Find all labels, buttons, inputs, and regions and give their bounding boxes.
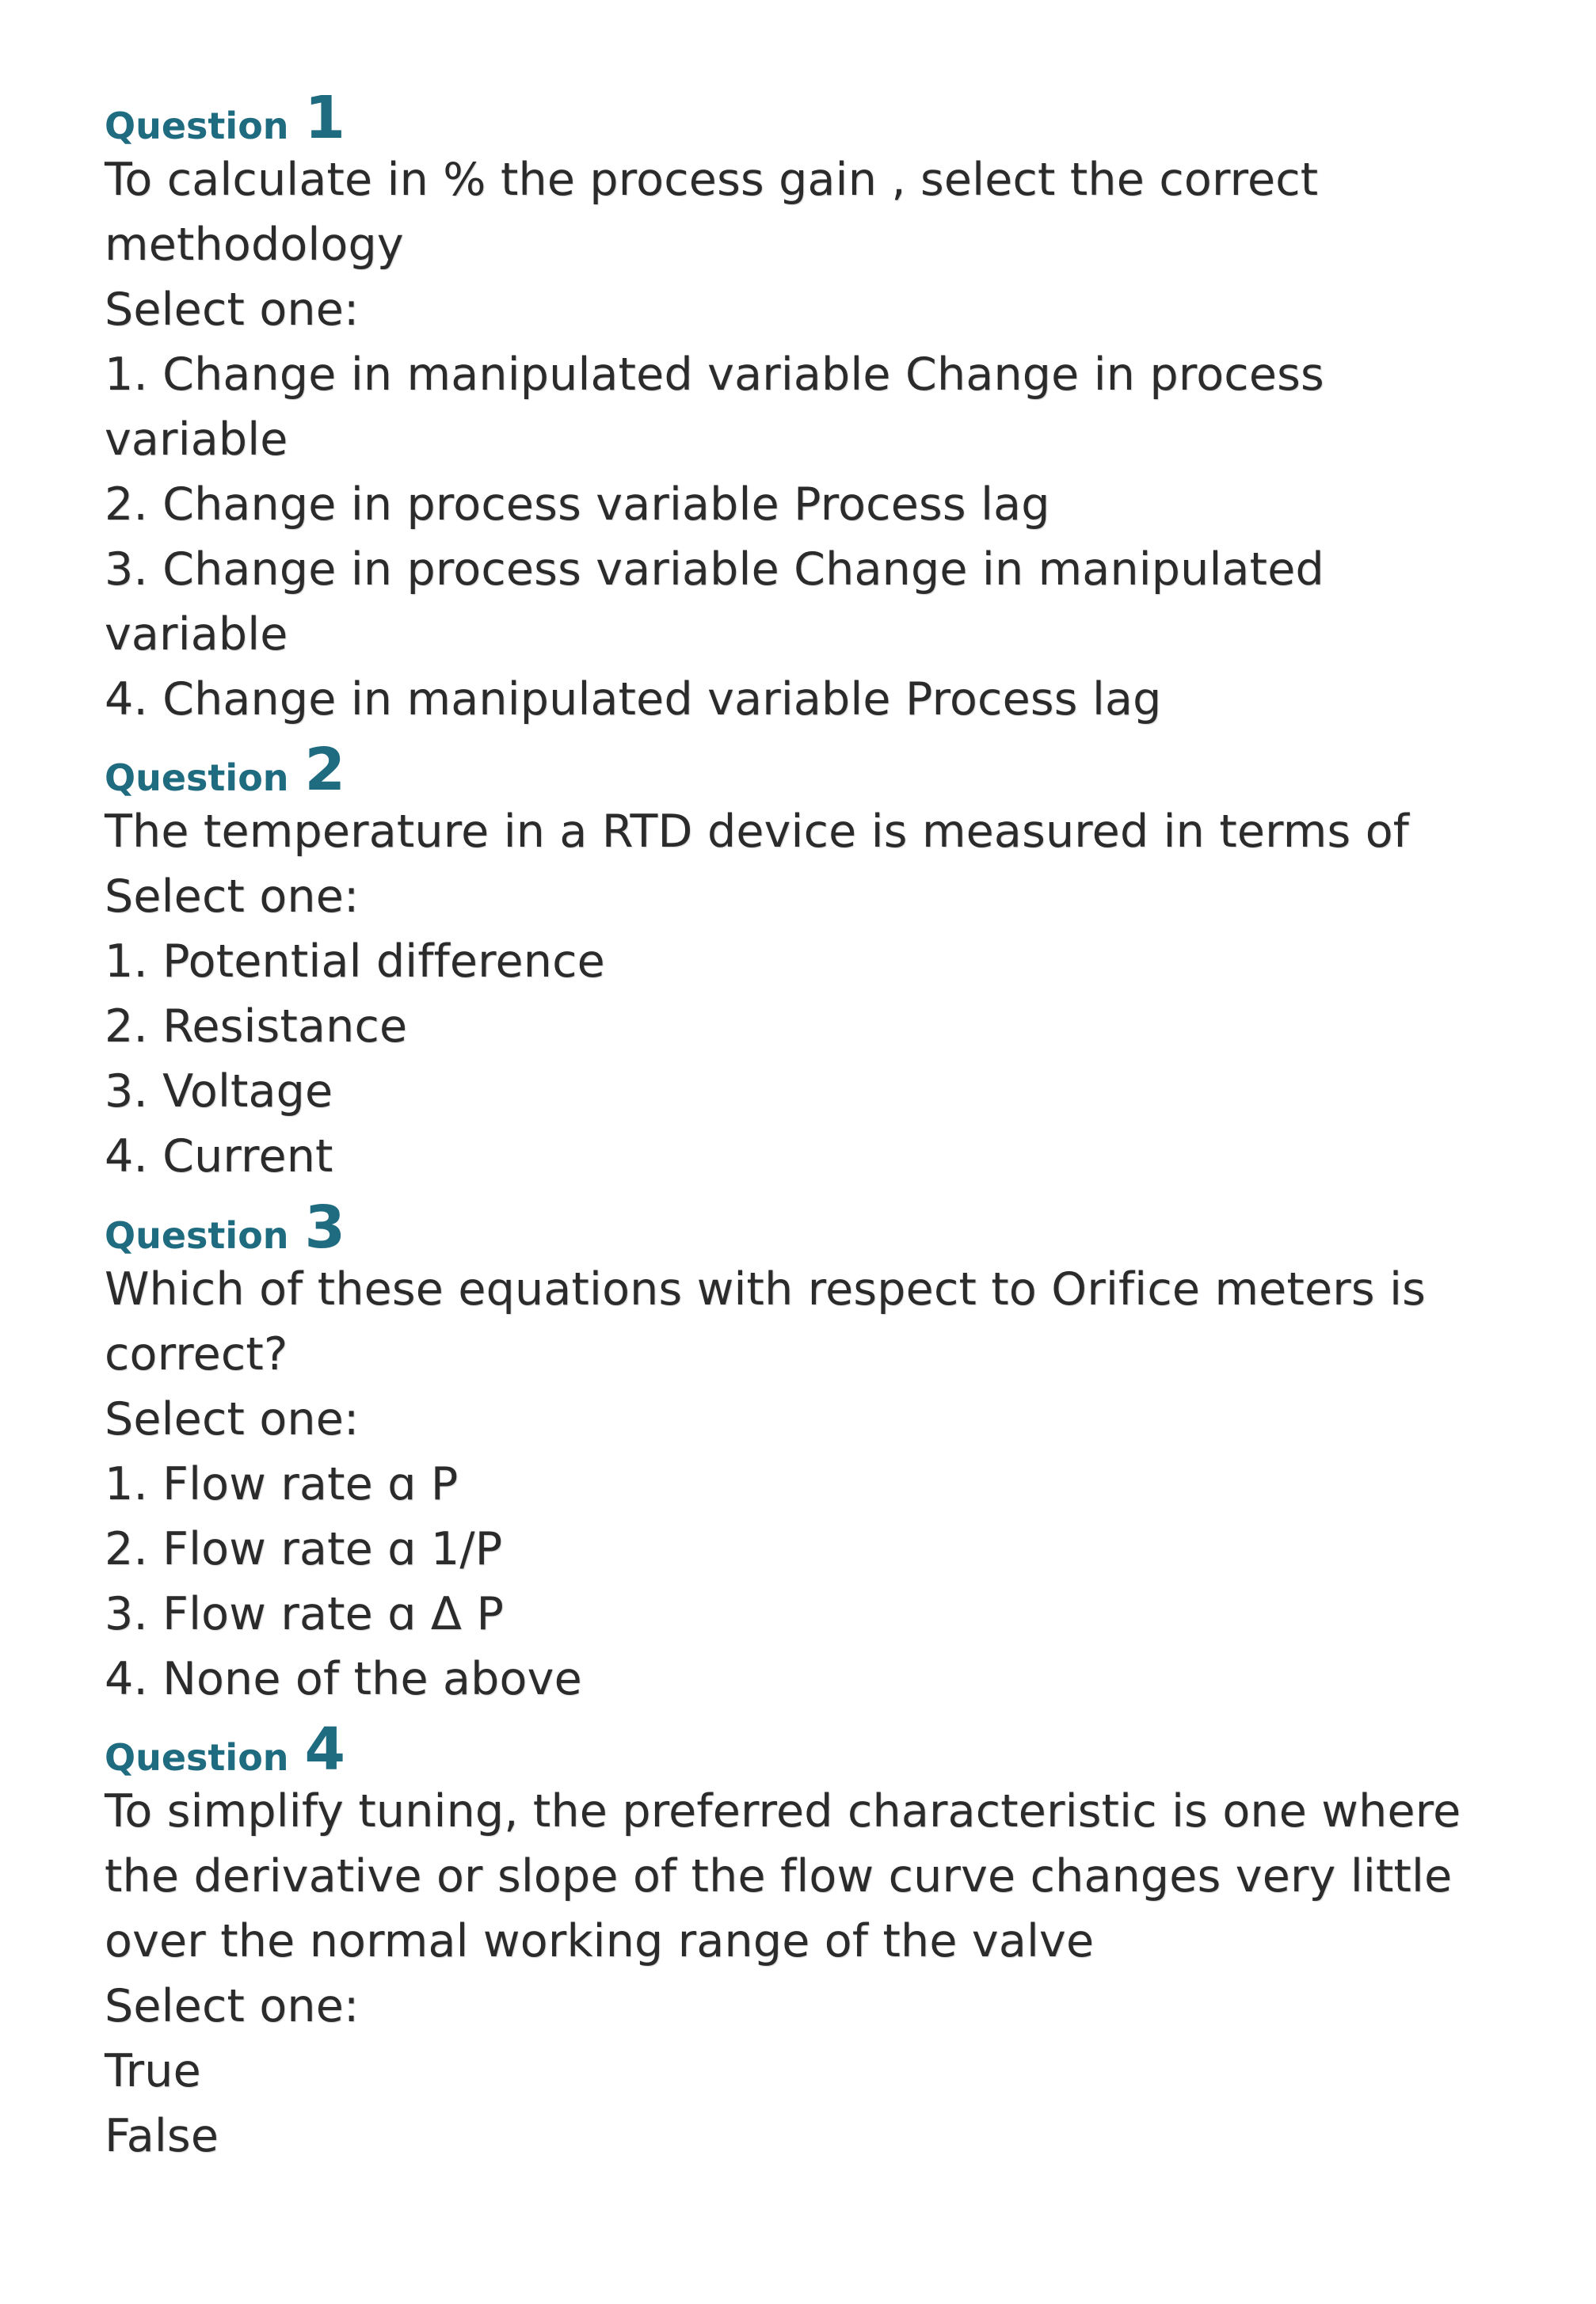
question-text-line: Which of these equations with respect to Orifice meters is	[105, 1263, 1426, 1316]
question-4	[105, 1716, 1562, 2169]
question-text-line: methodology	[105, 219, 404, 271]
question-text-line: correct?	[105, 1328, 288, 1380]
select-one-prompt: Select one:	[105, 1393, 360, 1445]
answer-option[interactable]: 2. Resistance	[105, 1000, 408, 1053]
select-one-prompt: Select one:	[105, 284, 360, 336]
question-2-heading	[105, 736, 1562, 804]
answer-option[interactable]: 4. Current	[105, 1130, 333, 1182]
question-number: 1	[304, 84, 346, 152]
question-label: Question	[105, 1736, 289, 1779]
select-one-prompt: Select one:	[105, 1980, 360, 2032]
question-number: 2	[304, 736, 346, 804]
question-number: 3	[304, 1194, 346, 1262]
answer-option[interactable]: 1. Flow rate ɑ P	[105, 1458, 459, 1510]
question-text-line: The temperature in a RTD device is measured in terms of	[105, 805, 1410, 858]
answer-option[interactable]: 4. Change in manipulated variable Process lag	[105, 673, 1162, 725]
question-4-heading	[105, 1716, 1562, 1784]
answer-option-continuation[interactable]: variable	[105, 413, 288, 466]
question-3-heading	[105, 1194, 1562, 1262]
answer-option[interactable]: 3. Flow rate ɑ Δ P	[105, 1588, 505, 1640]
question-1-heading	[105, 84, 1562, 152]
question-text-line: over the normal working range of the valve	[105, 1915, 1095, 1967]
question-label: Question	[105, 105, 289, 147]
answer-option[interactable]: 1. Change in manipulated variable Change in process	[105, 348, 1324, 401]
question-label: Question	[105, 1214, 289, 1257]
question-text-line: To simplify tuning, the preferred characteristic is one where	[105, 1785, 1461, 1837]
answer-option-false[interactable]: False	[105, 2110, 219, 2162]
question-2	[105, 736, 1562, 1189]
question-3	[105, 1194, 1562, 1712]
answer-option-true[interactable]: True	[105, 2045, 201, 2097]
select-one-prompt: Select one:	[105, 870, 360, 923]
question-1	[105, 84, 1562, 732]
answer-option[interactable]: 3. Voltage	[105, 1065, 333, 1118]
question-number: 4	[304, 1716, 346, 1784]
answer-option[interactable]: 2. Change in process variable Process lag	[105, 478, 1050, 531]
answer-option[interactable]: 4. None of the above	[105, 1653, 582, 1705]
answer-option-continuation[interactable]: variable	[105, 608, 288, 661]
answer-option[interactable]: 3. Change in process variable Change in manipulated	[105, 543, 1324, 596]
answer-option[interactable]: 2. Flow rate ɑ 1/P	[105, 1523, 503, 1575]
question-text-line: To calculate in % the process gain , select the correct	[105, 154, 1319, 206]
question-label: Question	[105, 756, 289, 799]
question-text-line: the derivative or slope of the flow curve changes very little	[105, 1850, 1453, 1902]
answer-option[interactable]: 1. Potential difference	[105, 935, 605, 988]
